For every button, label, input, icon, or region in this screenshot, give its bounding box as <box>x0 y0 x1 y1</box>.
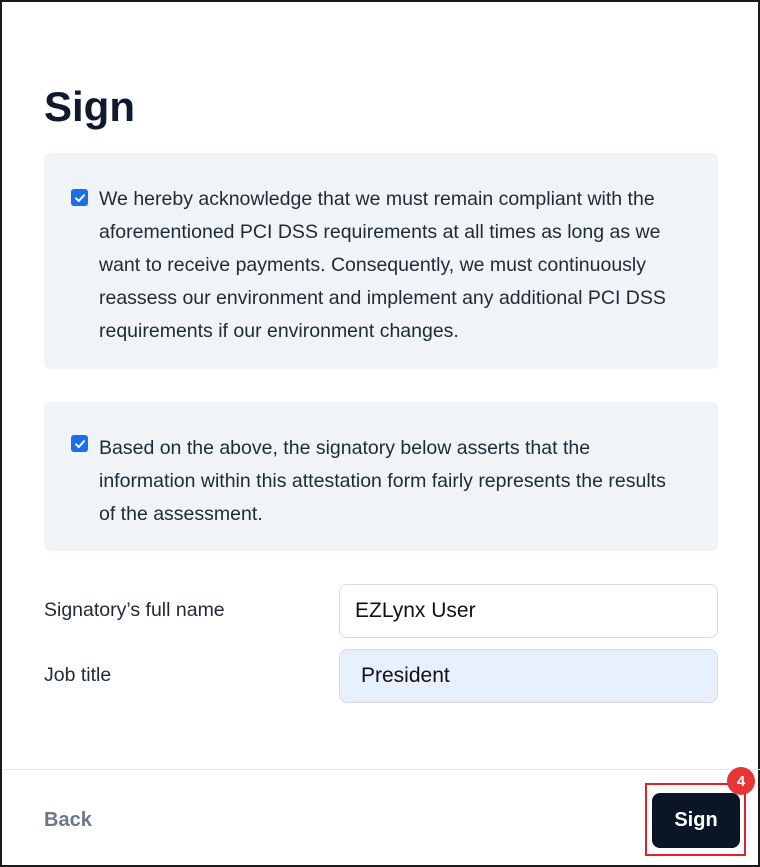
acknowledgement-card-attestation <box>44 402 718 551</box>
attestation-checkbox[interactable] <box>71 435 88 452</box>
compliance-checkbox[interactable] <box>71 189 88 206</box>
job-title-label: Job title <box>44 664 112 686</box>
footer-divider <box>4 769 760 770</box>
acknowledgement-card-compliance <box>44 153 718 369</box>
back-button[interactable]: Back <box>44 809 92 831</box>
checkmark-icon <box>74 438 86 450</box>
sign-button[interactable]: Sign <box>652 793 740 848</box>
signatory-name-label: Signatory’s full name <box>44 599 225 621</box>
step-badge: 4 <box>727 767 755 795</box>
page-title: Sign <box>44 83 135 130</box>
attestation-acknowledgement-text: Based on the above, the signatory below asserts that the information within this attestation form fairly represents the results of the assessment. <box>99 437 666 525</box>
job-title-input[interactable] <box>339 649 718 703</box>
checkmark-icon <box>74 192 86 204</box>
compliance-acknowledgement-text: We hereby acknowledge that we must remain compliant with the aforementioned PCI DSS requirements at all times as long as we want to receive payments. Consequently, we must continuously reassess our environment and implement any additional PCI DSS requirements if our environment changes. <box>99 188 666 342</box>
signatory-name-input[interactable] <box>339 584 718 638</box>
